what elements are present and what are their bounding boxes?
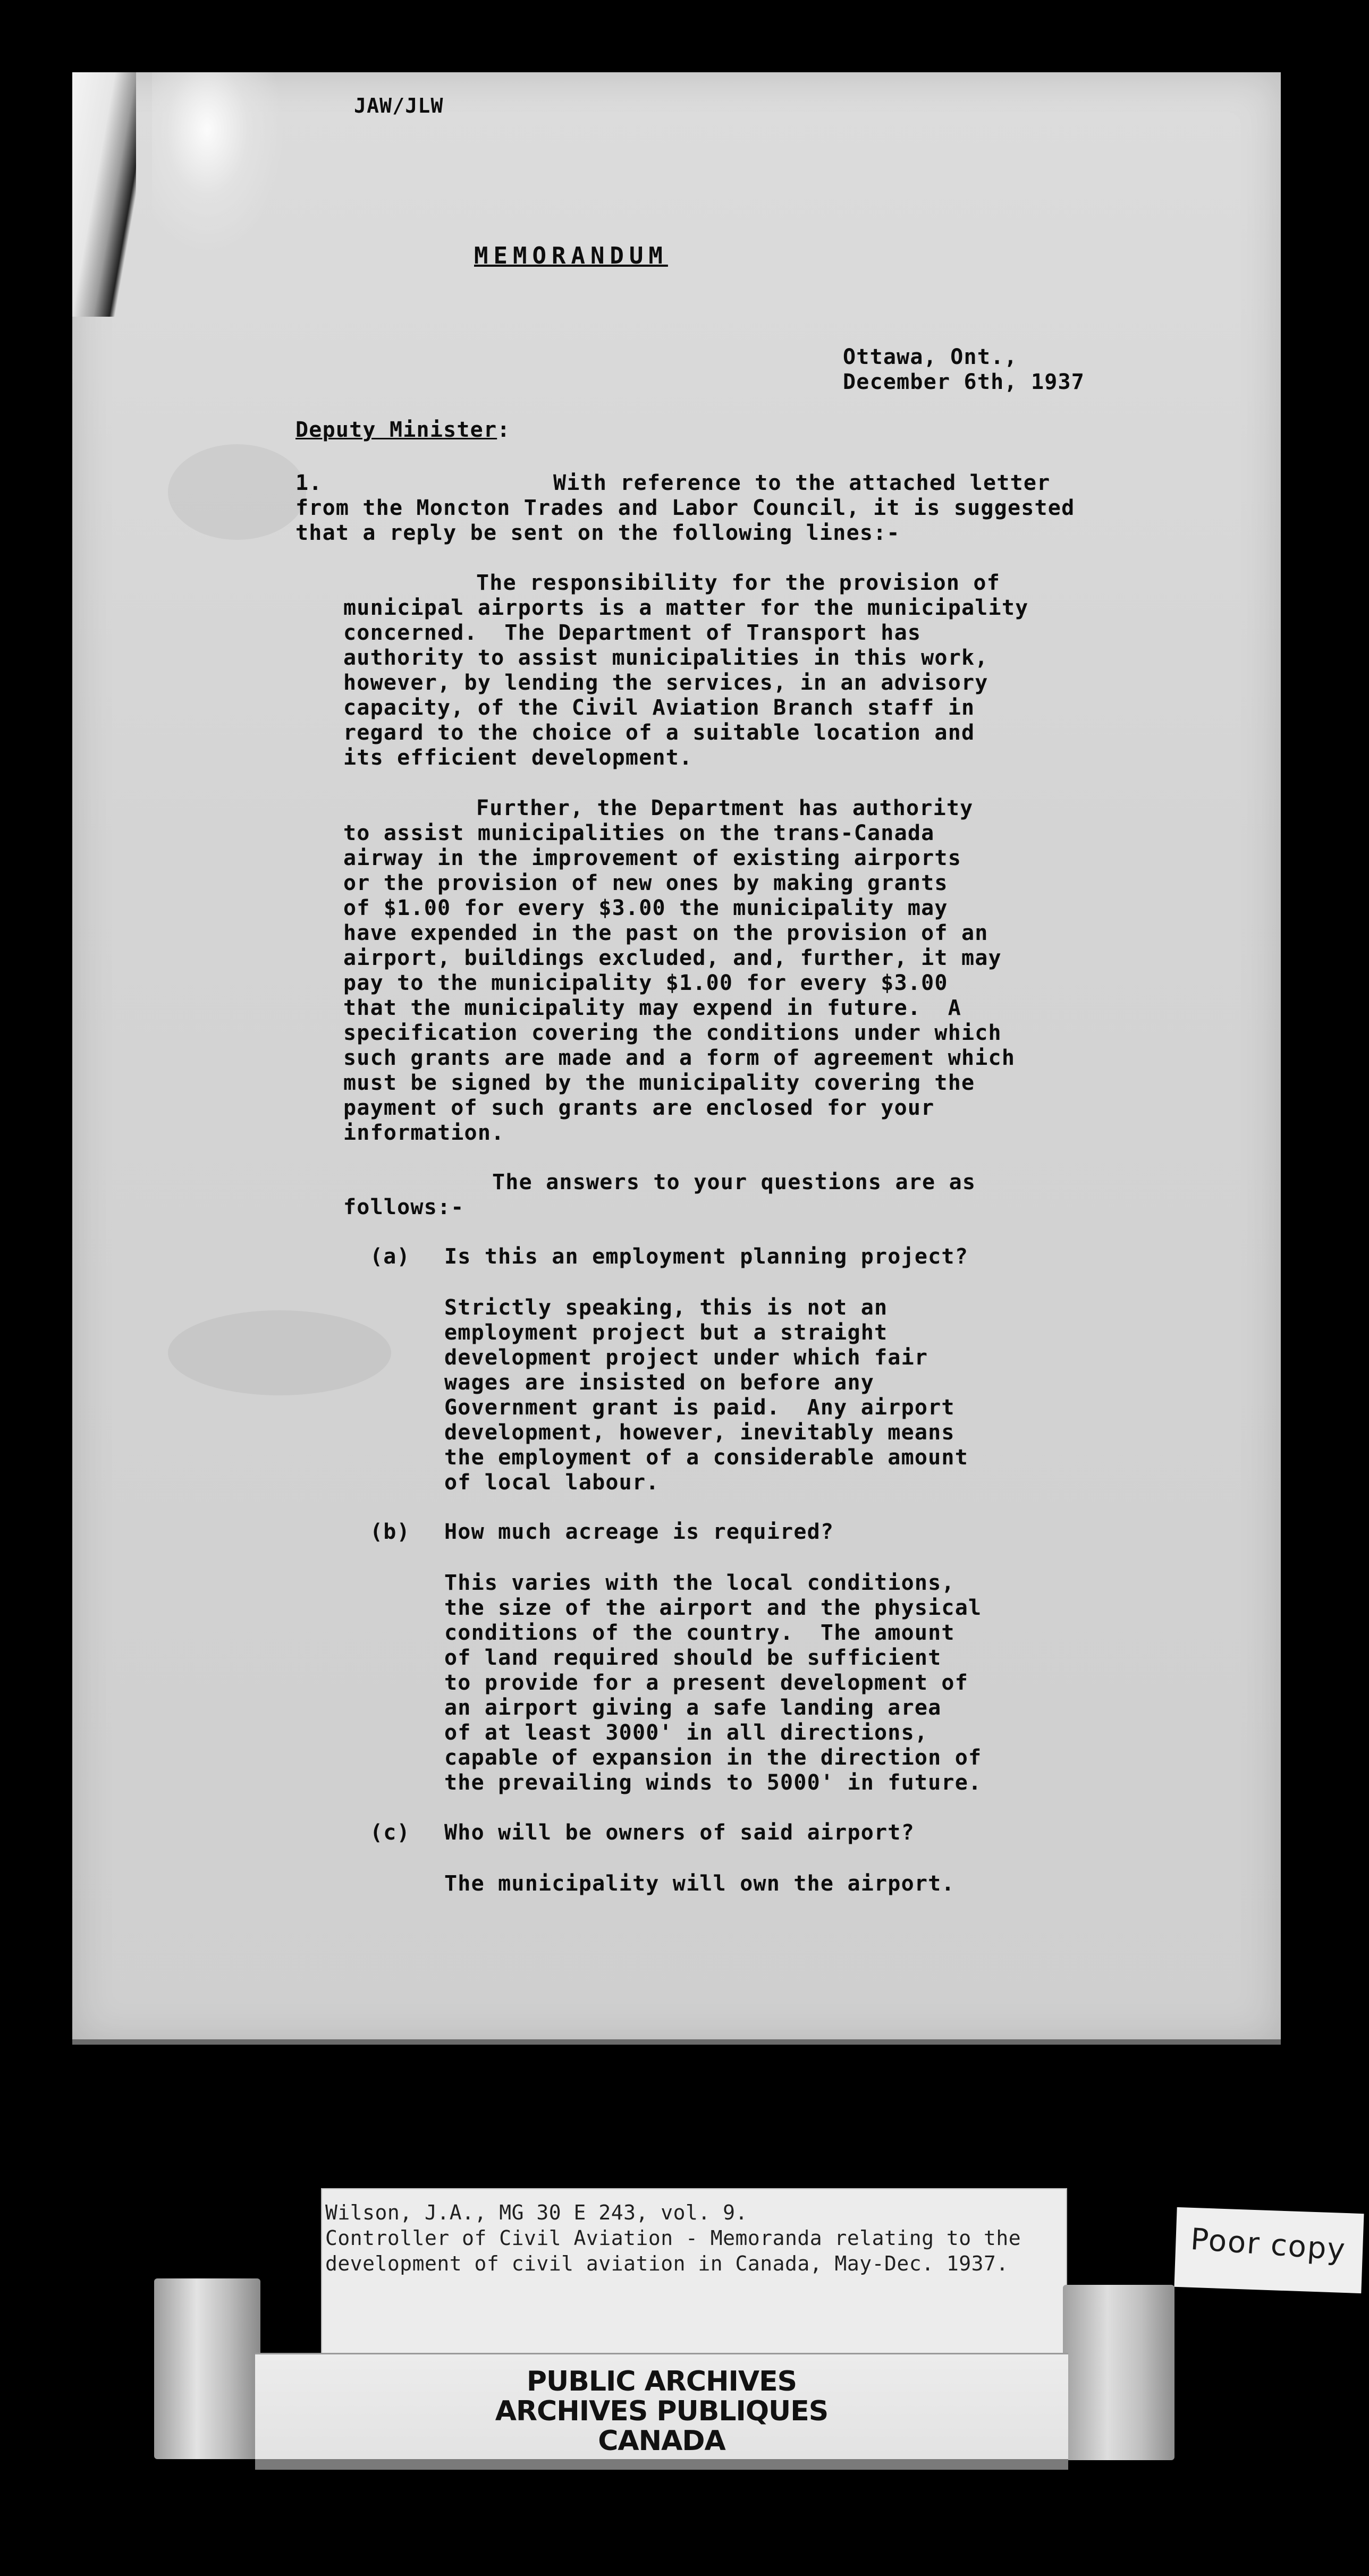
answer-a-line: of local labour. <box>444 1470 660 1495</box>
answer-b-line: of at least 3000' in all directions, <box>444 1721 928 1745</box>
archive-label-line: Wilson, J.A., MG 30 E 243, vol. 9. <box>325 2201 748 2224</box>
memo-page <box>72 72 1281 2044</box>
answer-b-line: the size of the airport and the physical <box>444 1596 982 1620</box>
addressee-line <box>295 418 511 443</box>
block2-line: airway in the improvement of existing airports <box>343 846 961 870</box>
answers-intro-line: The answers to your questions are as <box>492 1170 976 1194</box>
reference-initials: JAW/JLW <box>354 94 444 117</box>
question-c: Who will be owners of said airport? <box>444 1820 915 1845</box>
paper-highlight <box>152 72 290 264</box>
block1-line: its efficient development. <box>343 745 693 770</box>
block2-line: payment of such grants are enclosed for your <box>343 1096 935 1120</box>
question-label-c: (c) <box>370 1820 410 1845</box>
block2-line: of $1.00 for every $3.00 the municipality may <box>343 896 948 920</box>
intro-line: from the Moncton Trades and Labor Council, it is suggested <box>295 496 1075 520</box>
archive-stamp-line: ARCHIVES PUBLIQUES <box>495 2395 829 2427</box>
page-edge <box>72 2039 1281 2045</box>
answer-b-line: the prevailing winds to 5000' in future. <box>444 1770 982 1795</box>
memo-title: MEMORANDUM <box>474 242 668 269</box>
paper-stain <box>168 444 306 540</box>
answer-b-line: conditions of the country. The amount <box>444 1621 955 1645</box>
tape-right <box>1063 2285 1174 2460</box>
answer-a-line: development project under which fair <box>444 1345 928 1370</box>
answer-a-line: Government grant is paid. Any airport <box>444 1395 955 1420</box>
block2-line: Further, the Department has authority <box>476 796 974 820</box>
answer-b-line: to provide for a present development of <box>444 1671 968 1695</box>
memo-place: Ottawa, Ont., <box>843 345 1018 369</box>
block2-line: or the provision of new ones by making grants <box>343 871 948 895</box>
answers-intro-line: follows:- <box>343 1195 464 1219</box>
block1-line: The responsibility for the provision of <box>476 571 1000 595</box>
block2-line: specification covering the conditions under which <box>343 1021 1002 1045</box>
answer-a-line: development, however, inevitably means <box>444 1420 955 1445</box>
archive-stamp-line: PUBLIC ARCHIVES <box>526 2366 797 2397</box>
addressee: Deputy Minister <box>295 418 497 442</box>
block1-line: capacity, of the Civil Aviation Branch staff in <box>343 696 975 720</box>
block2-line: pay to the municipality $1.00 for every $3.00 <box>343 971 948 995</box>
answer-b-line: an airport giving a safe landing area <box>444 1696 942 1720</box>
answer-c-line: The municipality will own the airport. <box>444 1871 955 1896</box>
archive-label-line: Controller of Civil Aviation - Memoranda relating to the <box>325 2226 1021 2250</box>
paper-stain <box>168 1310 391 1395</box>
block2-line: that the municipality may expend in future. A <box>343 996 961 1020</box>
block1-line: concerned. The Department of Transport has <box>343 621 922 645</box>
block2-line: must be signed by the municipality covering the <box>343 1071 975 1095</box>
block1-line: authority to assist municipalities in this work, <box>343 646 988 670</box>
archive-stamp-line: CANADA <box>598 2425 725 2457</box>
paragraph-number: 1. <box>295 471 323 495</box>
question-label-b: (b) <box>370 1520 410 1544</box>
tape-left <box>154 2278 260 2459</box>
block2-line: to assist municipalities on the trans-Canada <box>343 821 935 845</box>
block1-line: however, by lending the services, in an advisory <box>343 671 988 695</box>
intro-line: With reference to the attached letter <box>553 471 1051 495</box>
block1-line: regard to the choice of a suitable location and <box>343 721 975 745</box>
block2-line: such grants are made and a form of agreement which <box>343 1046 1016 1070</box>
archive-label-line: development of civil aviation in Canada, May-Dec. 1937. <box>325 2252 1009 2275</box>
question-label-a: (a) <box>370 1244 410 1269</box>
memo-date: December 6th, 1937 <box>843 370 1085 394</box>
block2-line: airport, buildings excluded, and, further, it may <box>343 946 1002 970</box>
block2-line: have expended in the past on the provision of an <box>343 921 988 945</box>
addressee-colon: : <box>497 418 511 442</box>
intro-line: that a reply be sent on the following lines:- <box>295 521 900 545</box>
folded-corner <box>72 72 136 317</box>
answer-a-line: wages are insisted on before any <box>444 1370 875 1395</box>
question-b: How much acreage is required? <box>444 1520 834 1544</box>
answer-b-line: of land required should be sufficient <box>444 1646 942 1670</box>
answer-b-line: This varies with the local conditions, <box>444 1571 955 1595</box>
answer-a-line: employment project but a straight <box>444 1320 888 1345</box>
block2-line: information. <box>343 1121 505 1145</box>
answer-a-line: Strictly speaking, this is not an <box>444 1295 888 1320</box>
answer-a-line: the employment of a considerable amount <box>444 1445 968 1470</box>
block1-line: municipal airports is a matter for the municipality <box>343 596 1029 620</box>
handwritten-note: Poor copy <box>1189 2222 1347 2268</box>
stamp-band <box>255 2459 1068 2470</box>
question-a: Is this an employment planning project? <box>444 1244 968 1269</box>
answer-b-line: capable of expansion in the direction of <box>444 1745 982 1770</box>
